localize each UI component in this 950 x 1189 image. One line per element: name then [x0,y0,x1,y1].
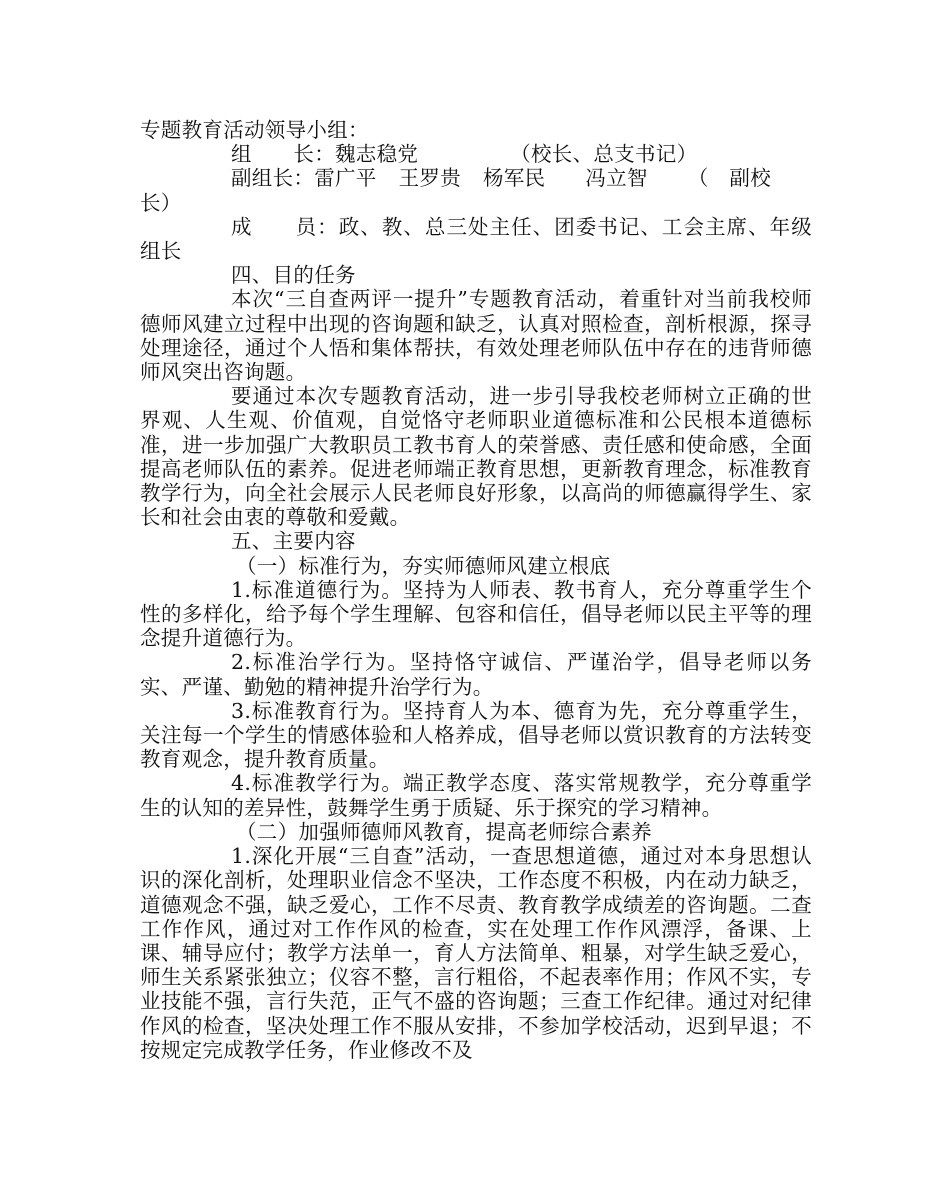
section-4-paragraph-1: 本次“三自查两评一提升”专题教育活动，着重针对当前我校师德师风建立过程中出现的咨询题和缺乏，认真对照检查，剖析根源，探寻处理途径，通过个人悟和集体帮扶，有效处理老师队伍中存在的违背师德师风突出咨询题。 [140,287,812,385]
leader-line [140,142,812,166]
members-role-label: 成 员： [231,214,339,239]
deputy-leader-line [140,166,812,190]
subsection-1-item-2: 2.标准治学行为。坚持恪守诚信、严谨治学，倡导老师以务实、严谨、勤勉的精神提升治学行为。 [140,650,812,699]
section-4-title: 四、目的任务 [231,263,356,288]
subsection-1-item-4: 4.标准教学行为。端正教学态度、落实常规教学，充分尊重学生的认知的差异性，鼓舞学生勇于质疑、乐于探究的学习精神。 [140,771,812,820]
subsection-2-title: （二）加强师德师风教育，提高老师综合素养 [236,819,652,844]
subsection-1-item-1: 1.标准道德行为。坚持为人师表、教书育人，充分尊重学生个性的多样化，给予每个学生理解、包容和信任，倡导老师以民主平等的理念提升道德行为。 [140,577,812,651]
section-4-paragraph-2: 要通过本次专题教育活动，进一步引导我校老师树立正确的世界观、人生观、价值观，自觉恪守老师职业道德标准和公民根本道德标准，进一步加强广大教职员工教书育人的荣誉感、责任感和使命感，全面提高老师队伍的素养。促进老师端正教育思想，更新教育理念，标准教育教学行为，向全社会展示人民老师良好形象，以高尚的师德赢得学生、家长和社会由衷的尊敬和爱戴。 [140,384,812,530]
subsection-2-paragraph-1: 1.深化开展“三自查”活动，一查思想道德，通过对本身思想认识的深化剖析，处理职业信念不坚决，工作态度不积极，内在动力缺乏，道德观念不强，缺乏爱心，工作不尽责、教育教学成绩差的咨询题。二查工作作风，通过对工作作风的检查，实在处理工作作风漂浮，备课、上课、辅导应付；教学方法单一，育人方法简单、粗暴，对学生缺乏爱心，师生关系紧张独立；仪容不整，言行粗俗，不起表率作用；作风不实，专业技能不强，言行失范，正气不盛的咨询题；三查工作纪律。通过对纪律作风的检查，坚决处理工作不服从安排，不参加学校活动，迟到早退；不按规定完成教学任务，作业修改不及 [140,844,812,1062]
subsection-1-title: （一）标准行为，夯实师德师风建立根底 [236,553,611,578]
leadership-group-heading: 专题教育活动领导小组： [140,118,369,142]
deputy-title-end: 长） [140,190,182,215]
deputy-name-3: 杨军民 [483,166,546,191]
members-text: 政、教、总三处主任、团委书记、工会主席、年级组长 [140,214,812,264]
deputy-name-2: 王罗贵 [398,166,462,191]
document-page [140,118,812,1062]
members-line [140,215,812,263]
leader-name: 魏志稳党 [335,142,419,167]
deputy-role-label: 副组长： [231,166,315,191]
subsection-1-item-3: 3.标准教育行为。坚持育人为本、德育为先，充分尊重学生，关注每一个学生的情感体验和人格养成，倡导老师以赏识教育的方法转变教育观念，提升教育质量。 [140,698,812,772]
leader-title: （校长、总支书记） [510,142,698,167]
leader-role-label: 组 长： [231,142,335,167]
deputy-name-4: 冯立智 [585,166,648,191]
deputy-title-start: （ 副校 [687,166,772,191]
deputy-name-1: 雷广平 [314,166,377,191]
section-5-title: 五、主要内容 [231,529,356,554]
